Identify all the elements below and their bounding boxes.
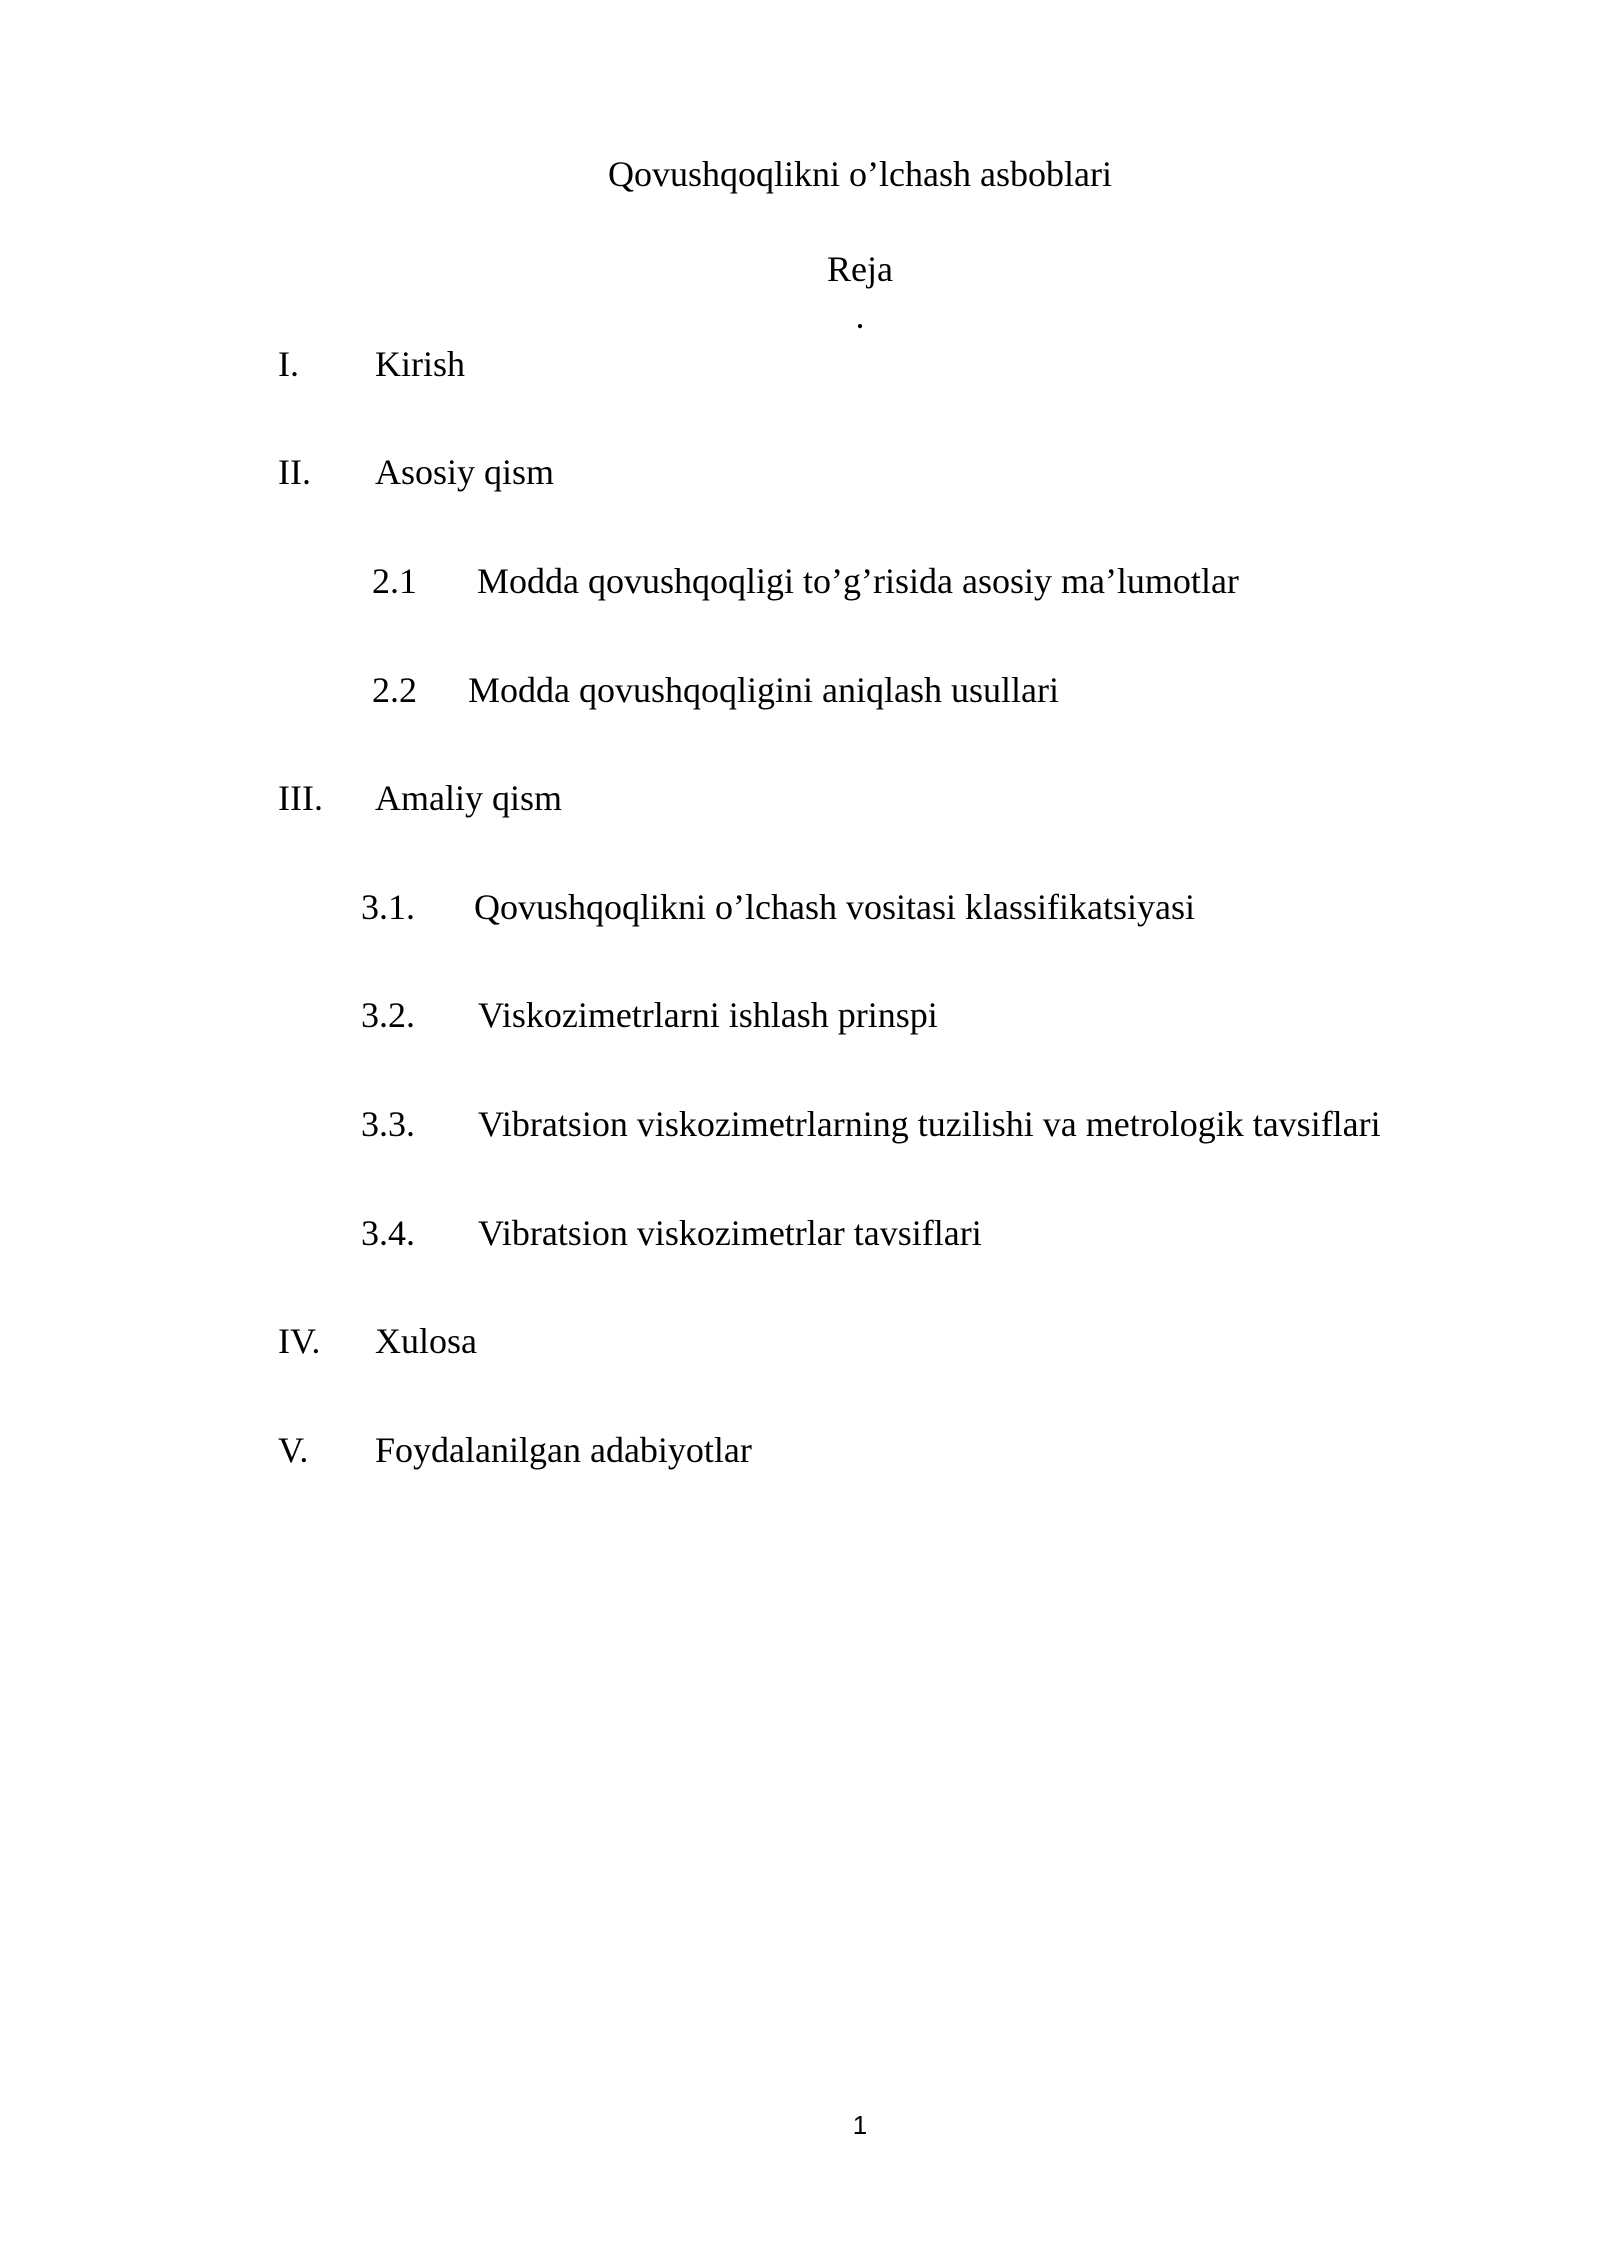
outline-number: I. (278, 344, 299, 384)
outline-number: III. (278, 778, 323, 818)
outline-number: II. (278, 452, 311, 492)
outline-label: Vibratsion viskozimetrlar tavsiflari (478, 1213, 982, 1253)
outline-label: Xulosa (375, 1321, 477, 1361)
outline-label: Vibratsion viskozimetrlarning tuzilishi va metrologik tavsiflari (478, 1104, 1381, 1144)
page-number: 1 (852, 2110, 868, 2140)
outline-label: Kirish (375, 344, 465, 384)
outline-label: Qovushqoqlikni o’lchash vositasi klassifikatsiyasi (474, 887, 1195, 927)
outline-label: Foydalanilgan adabiyotlar (375, 1430, 752, 1470)
outline-label: Modda qovushqoqligini aniqlash usullari (468, 670, 1059, 710)
plan-heading: Reja (827, 249, 893, 289)
outline-number: IV. (278, 1321, 321, 1361)
separator-dot: . (855, 296, 865, 336)
outline-number: 2.2 (372, 670, 417, 710)
outline-label: Viskozimetrlarni ishlash prinspi (478, 995, 938, 1035)
outline-number: 2.1 (372, 561, 417, 601)
outline-label: Asosiy qism (375, 452, 555, 492)
outline-number: 3.3. (361, 1104, 415, 1144)
outline-number: 3.4. (361, 1213, 415, 1253)
outline-label: Amaliy qism (375, 778, 562, 818)
outline-label: Modda qovushqoqligi to’g’risida asosiy ma’lumotlar (477, 561, 1239, 601)
document-title: Qovushqoqlikni o’lchash asboblari (608, 154, 1112, 194)
outline-number: 3.1. (361, 887, 415, 927)
outline-number: V. (278, 1430, 309, 1470)
outline-number: 3.2. (361, 995, 415, 1035)
